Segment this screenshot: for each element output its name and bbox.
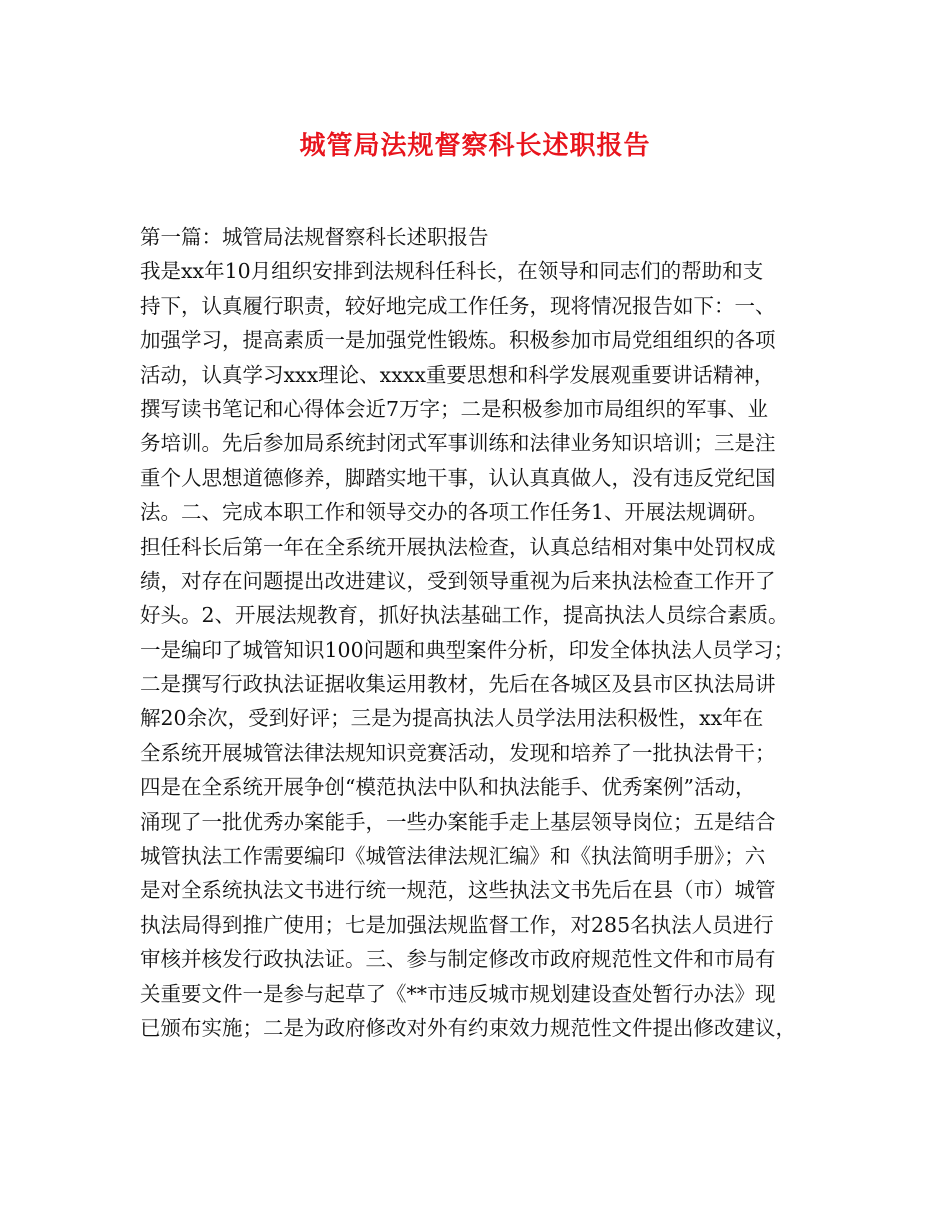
body-line: 重个人思想道德修养，脚踏实地干事，认认真真做人，没有违反党纪国 <box>140 465 776 490</box>
body-line: 第一篇：城管局法规督察科长述职报告 <box>140 225 489 249</box>
body-line: 已颁布实施；二是为政府修改对外有约束效力规范性文件提出修改建议， <box>140 1015 796 1040</box>
body-line: 我是xx年10月组织安排到法规科任科长，在领导和同志们的帮助和支 <box>140 259 764 284</box>
body-line: 全系统开展城管法律法规知识竞赛活动，发现和培养了一批执法骨干； <box>140 740 776 765</box>
body-line: 担任科长后第一年在全系统开展执法检查，认真总结相对集中处罚权成 <box>140 534 776 559</box>
body-line: 撰写读书笔记和心得体会近7万字；二是积极参加市局组织的军事、业 <box>140 396 769 421</box>
body-line: 务培训。先后参加局系统封闭式军事训练和法律业务知识培训；三是注 <box>140 431 776 456</box>
body-line: 活动，认真学习xxx理论、xxxx重要思想和科学发展观重要讲话精神， <box>140 362 775 387</box>
body-line: 关重要文件一是参与起草了《**市违反城市规划建设查处暂行办法》现 <box>140 981 776 1006</box>
body-line: 绩，对存在问题提出改进建议，受到领导重视为后来执法检查工作开了 <box>140 568 776 593</box>
body-line: 城管执法工作需要编印《城管法律法规汇编》和《执法简明手册》；六 <box>140 844 766 869</box>
body-line: 审核并核发行政执法证。三、参与制定修改市政府规范性文件和市局有 <box>140 947 776 972</box>
body-line: 执法局得到推广使用；七是加强法规监督工作，对285名执法人员进行 <box>140 912 774 937</box>
document-title: 城管局法规督察科长述职报告 <box>299 131 651 161</box>
body-line: 是对全系统执法文书进行统一规范，这些执法文书先后在县（市）城管 <box>140 878 776 903</box>
body-line: 法。二、完成本职工作和领导交办的各项工作任务1、开展法规调研。 <box>140 500 769 525</box>
body-line: 一是编印了城管知识100问题和典型案件分析，印发全体执法人员学习； <box>140 637 795 662</box>
body-line: 好头。2、开展法规教育，抓好执法基础工作，提高执法人员综合素质。 <box>140 603 789 628</box>
body-line: 涌现了一批优秀办案能手，一些办案能手走上基层领导岗位；五是结合 <box>140 809 776 834</box>
body-line: 加强学习，提高素质一是加强党性锻炼。积极参加市局党组组织的各项 <box>140 328 776 353</box>
body-line: 解20余次，受到好评；三是为提高执法人员学法用法积极性，xx年在 <box>140 706 764 731</box>
body-line: 二是撰写行政执法证据收集运用教材，先后在各城区及县市区执法局讲 <box>140 672 776 697</box>
document-body <box>140 220 830 1045</box>
body-line: 四是在全系统开展争创“模范执法中队和执法能手、优秀案例”活动， <box>140 775 756 800</box>
body-line: 持下，认真履行职责，较好地完成工作任务，现将情况报告如下：一、 <box>140 293 776 318</box>
